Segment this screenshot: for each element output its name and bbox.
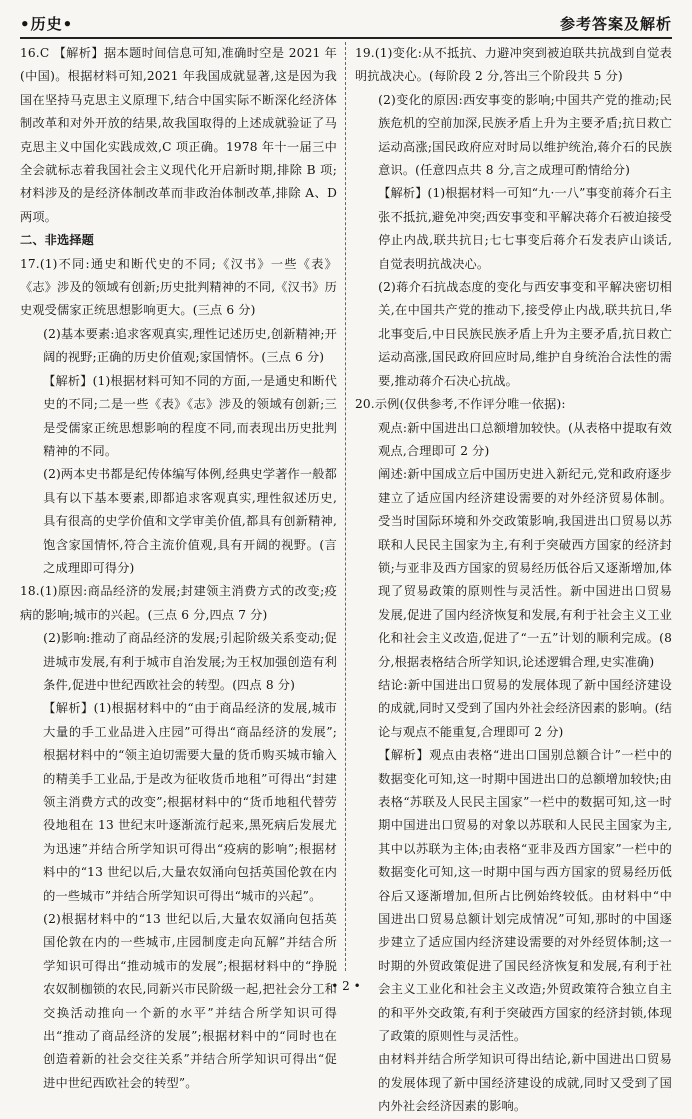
answer-paragraph: 结论:新中国进出口贸易的发展体现了新中国经济建设的成就,同时又受到了国内外社会经济因素的影响。(结论与观点不能重复,合理即可 2 分) [378, 677, 672, 739]
page-header [20, 8, 672, 39]
answer-paragraph: 阐述:新中国成立后中国历史进入新纪元,党和政府逐步建立了适应国内经济建设需要的对外经济贸易体制。受当时国际环境和外交政策影响,我国进出口贸易以苏联和人民民主国家为主,有利于突破西方国家的经济封锁;与亚非及西方国家的贸易经历低谷后又逐渐增加,体现了贸易政策的原则性与灵活性。新中国进出口贸易发展,促进了国内经济恢复和发展,有利于社会主义工业化和社会主义改造,促进了“一五”计划的顺利完成。(8 分,根据表格结合所学知识,论述逻辑合理,史实准确) [378, 467, 672, 669]
answer-paragraph: 【解析】(1)根据材料一可知“九·一八”事变前蒋介石主张不抵抗,避免冲突;西安事变和平解决蒋介石被迫接受停止内战,联共抗日;七七事变后蒋介石发表庐山谈话,自觉表明抗战决心。 [378, 186, 672, 271]
answer-paragraph: (2)影响:推动了商品经济的发展;引起阶级关系变动;促进城市发展,有利于城市自治发展;为王权加强创造有利条件,促进中世纪西欧社会的转型。(四点 8 分) [43, 631, 337, 692]
page-title: 参考答案及解析 [559, 15, 672, 33]
answer-paragraph: 16.C 【解析】据本题时间信息可知,准确时空是 2021 年(中国)。根据材料可知,2021 年我国成就显著,这是因为我国在坚持马克思主义原理下,结合中国实际不断深化经济体制改革和对外开放的结果,故我国取得的上述成就验证了马克思主义中国化实践成效,C 项正确。1978 年十一届三中全会就标志着我国社会主义现代化开启新时期,排除 B 项;材料涉及的是经济体制改革而非政治体制改革,排除 A、D 两项。 [20, 46, 337, 224]
answer-paragraph: 19.(1)变化:从不抵抗、力避冲突到被迫联共抗战到自觉表明抗战决心。(每阶段 2 分,答出三个阶段共 5 分) [355, 46, 672, 84]
answer-paragraph: (2)两本史书都是纪传体编写体例,经典史学著作一般都具有以下基本要素,即都追求客观真实,理性叙述历史,具有很高的史学价值和文学审美价值,都具有创新精神,饱含家国情怀,符合主流价值观,具有开阔的视野。(言之成理即可得分) [43, 467, 337, 575]
subject-label: •历史• [20, 15, 74, 33]
answer-paragraph: (2)变化的原因:西安事变的影响;中国共产党的推动;民族危机的空前加深,民族矛盾上升为主要矛盾;抗日救亡运动高涨;国民政府应对时局以维护统治,蒋介石的民族意识。(任意四点共 8 分,言之成理可酌情给分) [378, 92, 672, 178]
answer-paragraph: 18.(1)原因:商品经济的发展;封建领主消费方式的改变;疫病的影响;城市的兴起。(三点 6 分,四点 7 分) [20, 584, 337, 622]
right-column [346, 42, 672, 1114]
answer-paragraph: (2)蒋介石抗战态度的变化与西安事变和平解决密切相关,在中国共产党的推动下,接受停止内战,联共抗日,华北事变后,中日民族民族矛盾上升为主要矛盾,抗日救亡运动高涨,国民政府回应时局,维护自身统治合法性的需要,推动蒋介石决心抗战。 [378, 280, 672, 388]
answer-columns [20, 42, 672, 1114]
answer-paragraph: 17.(1)不同:通史和断代史的不同;《汉书》一些《表》《志》涉及的领域有创新;历史批判精神的不同,《汉书》历史观受儒家正统思想影响更大。(三点 6 分) [20, 256, 337, 318]
page-number: • 2 • [331, 979, 361, 993]
answer-paragraph: 【解析】(1)根据材料可知不同的方面,一是通史和断代史的不同;二是一些《表》《志》涉及的领域有创新;三是受儒家正统思想影响的程度不同,而表现出历史批判精神的不同。 [43, 373, 337, 458]
answer-paragraph: (2)根据材料中的“13 世纪以后,大量农奴涌向包括英国伦敦在内的一些城市,庄园制度走向瓦解”并结合所学知识可得出“推动城市的发展”;根据材料中的“挣脱农奴制枷锁的农民,同新兴市民阶级一起,把社会分工和交换活动推向一个新的水平”并结合所学知识可得出“推动了商品经济的发展”;根据材料中的“同时也在创造着新的社会交往关系”并结合所学知识可得出“促进中世纪西欧社会的转型”。 [43, 912, 337, 1090]
answer-paragraph: 【解析】(1)根据材料中的“由于商品经济的发展,城市大量的手工业品进入庄园”可得出“商品经济的发展”;根据材料中的“领主迫切需要大量的货币购买城市输入的精美手工业品,于是改为征收货币地租”可得出“封建领主消费方式的改变”;根据材料中的“货币地租代替劳役地租在 13 世纪末叶逐渐流行起来,黑死病后发展尤为迅速”并结合所学知识可得出“疫病的影响”;根据材料中的“13 世纪以后,大量农奴涌向包括英国伦敦在内的一些城市”并结合所学知识可得出“城市的兴起”。 [43, 701, 337, 903]
answer-paragraph: (2)基本要素:追求客观真实,理性记述历史,创新精神;开阔的视野;正确的历史价值观;家国情怀。(三点 6 分) [43, 326, 337, 365]
answer-paragraph: 20.示例(仅供参考,不作评分唯一依据): [355, 397, 566, 412]
answer-paragraph: 【解析】观点由表格“进出口国别总额合计”一栏中的数据变化可知,这一时期中国进出口的总额增加较快;由表格“苏联及人民民主国家”一栏中的数据可知,这一时期中国进出口贸易的对象以苏联和人民民主国家为主,其中以苏联为主体;由表格“亚非及西方国家”一栏中的数据变化可知,这一时期中国与西方国家的贸易经历低谷后又逐渐增加,但所占比例始终较低。由材料中“中国进出口贸易总额计划完成情况”可知,那时的中国逐步建立了适应国内经济建设需要的对外经贸体制;这一时期的外贸政策促进了国民经济恢复和发展,有利于社会主义工业化和社会主义改造;外贸政策符合独立自主的和平外交政策,有利于突破西方国家的经济封锁,体现了政策的原则性与灵活性。 [378, 748, 672, 1044]
answer-paragraph: 观点:新中国进出口总额增加较快。(从表格中提取有效观点,合理即可 2 分) [378, 420, 672, 458]
answer-paragraph: 二、非选择题 [20, 233, 95, 248]
left-column [20, 42, 346, 1090]
answer-paragraph: 由材料并结合所学知识可得出结论,新中国进出口贸易的发展体现了新中国经济建设的成就,同时又受到了国内外社会经济因素的影响。 [378, 1052, 672, 1114]
